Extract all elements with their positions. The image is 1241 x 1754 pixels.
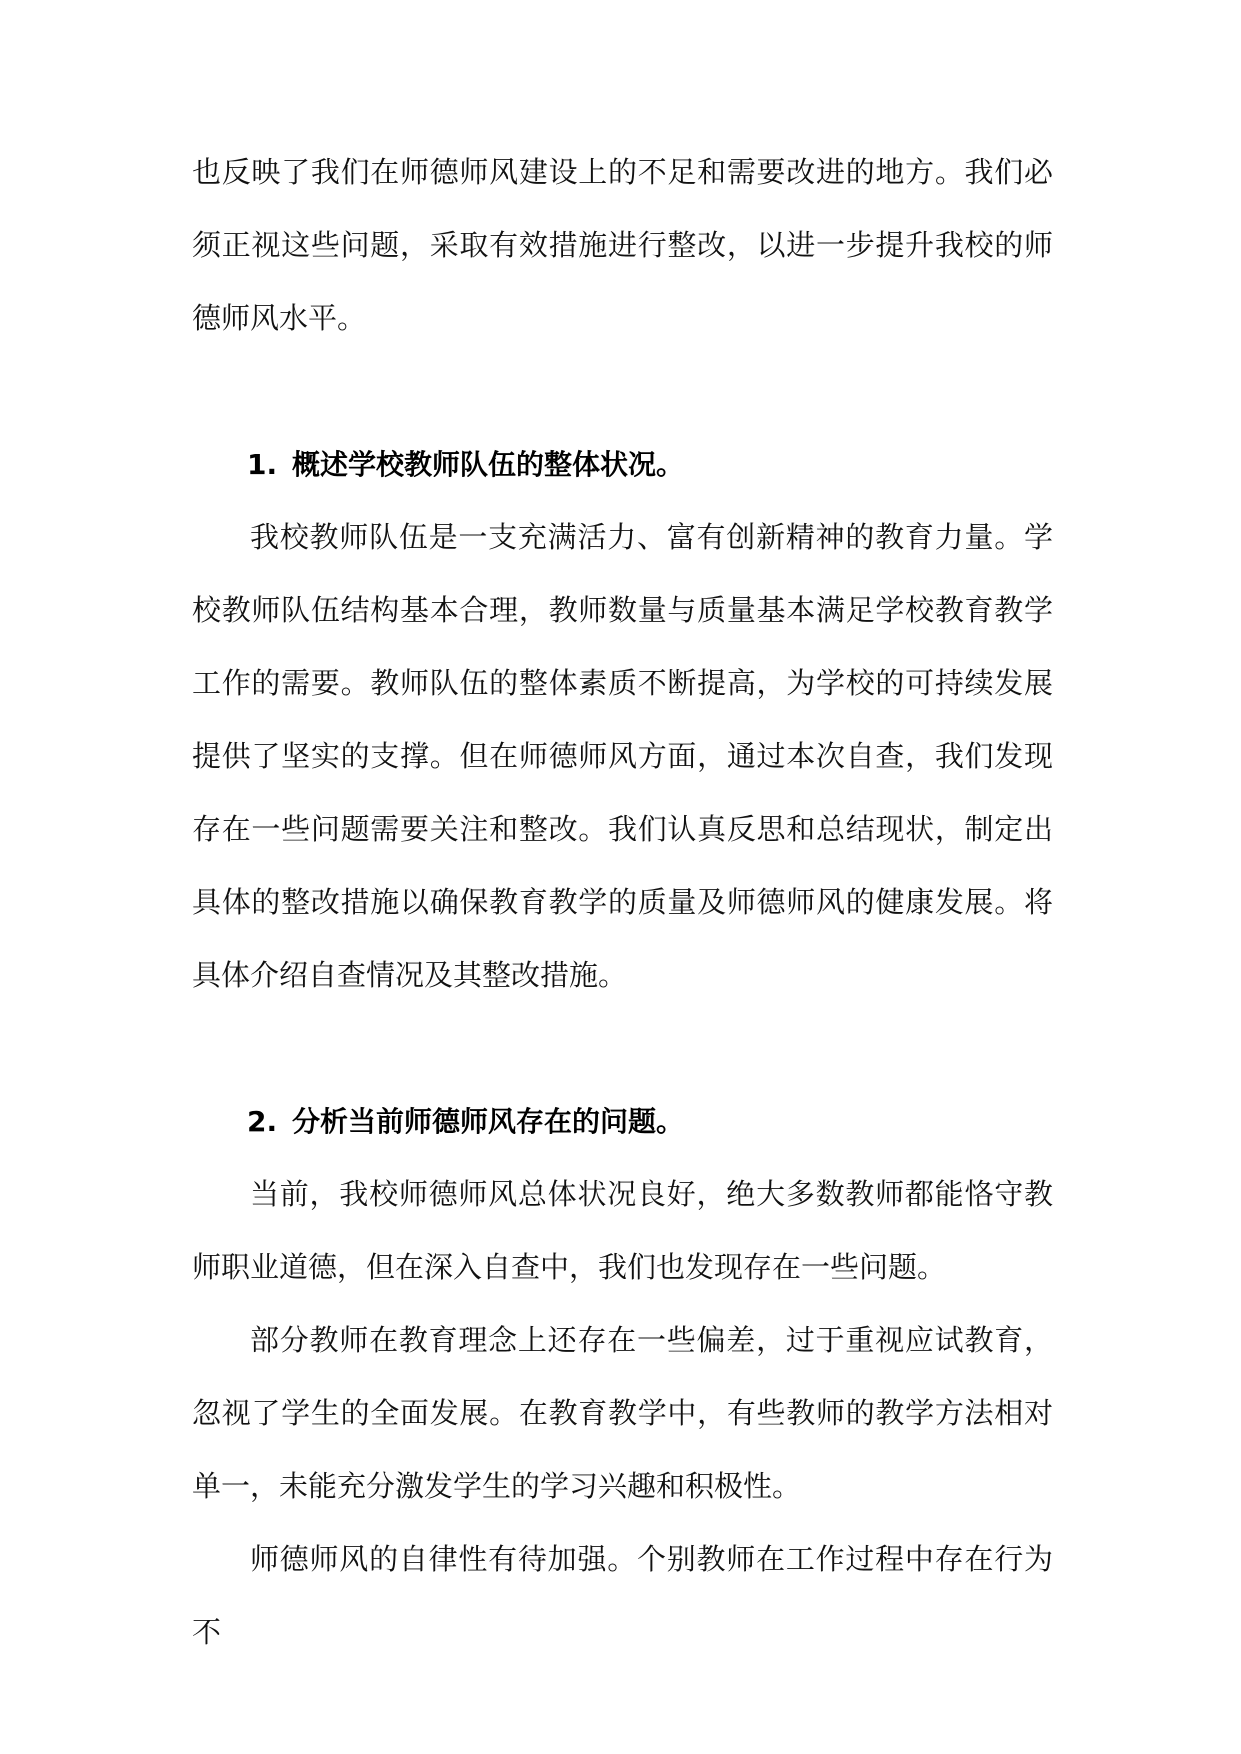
section-title: 分析当前师德师风存在的问题。 (292, 1105, 685, 1138)
section-heading-1 (192, 428, 1053, 501)
document-body (192, 136, 1053, 1669)
section-number: 2. (247, 1105, 278, 1138)
paragraph-overview: 我校教师队伍是一支充满活力、富有创新精神的教育力量。学校教师队伍结构基本合理，教师数量与质量基本满足学校教育教学工作的需要。教师队伍的整体素质不断提高，为学校的可持续发展提供了坚实的支撑。但在师德师风方面，通过本次自查，我们发现存在一些问题需要关注和整改。我们认真反思和总结现状，制定出具体的整改措施以确保教育教学的质量及师德师风的健康发展。将具体介绍自查情况及其整改措施。 (192, 520, 1053, 992)
spacer (192, 355, 1053, 428)
section-title: 概述学校教师队伍的整体状况。 (292, 448, 685, 481)
spacer (192, 1012, 1053, 1085)
paragraph-self-discipline: 师德师风的自律性有待加强。个别教师在工作过程中存在行为不 (192, 1542, 1053, 1649)
section-number: 1. (247, 448, 278, 481)
paragraph-intro: 也反映了我们在师德师风建设上的不足和需要改进的地方。我们必须正视这些问题，采取有效措施进行整改，以进一步提升我校的师德师风水平。 (192, 155, 1053, 335)
paragraph-status: 当前，我校师德师风总体状况良好，绝大多数教师都能恪守教师职业道德，但在深入自查中，我们也发现存在一些问题。 (192, 1177, 1053, 1284)
section-heading-2 (192, 1085, 1053, 1158)
paragraph-education-concept: 部分教师在教育理念上还存在一些偏差，过于重视应试教育，忽视了学生的全面发展。在教育教学中，有些教师的教学方法相对单一，未能充分激发学生的学习兴趣和积极性。 (192, 1323, 1053, 1503)
